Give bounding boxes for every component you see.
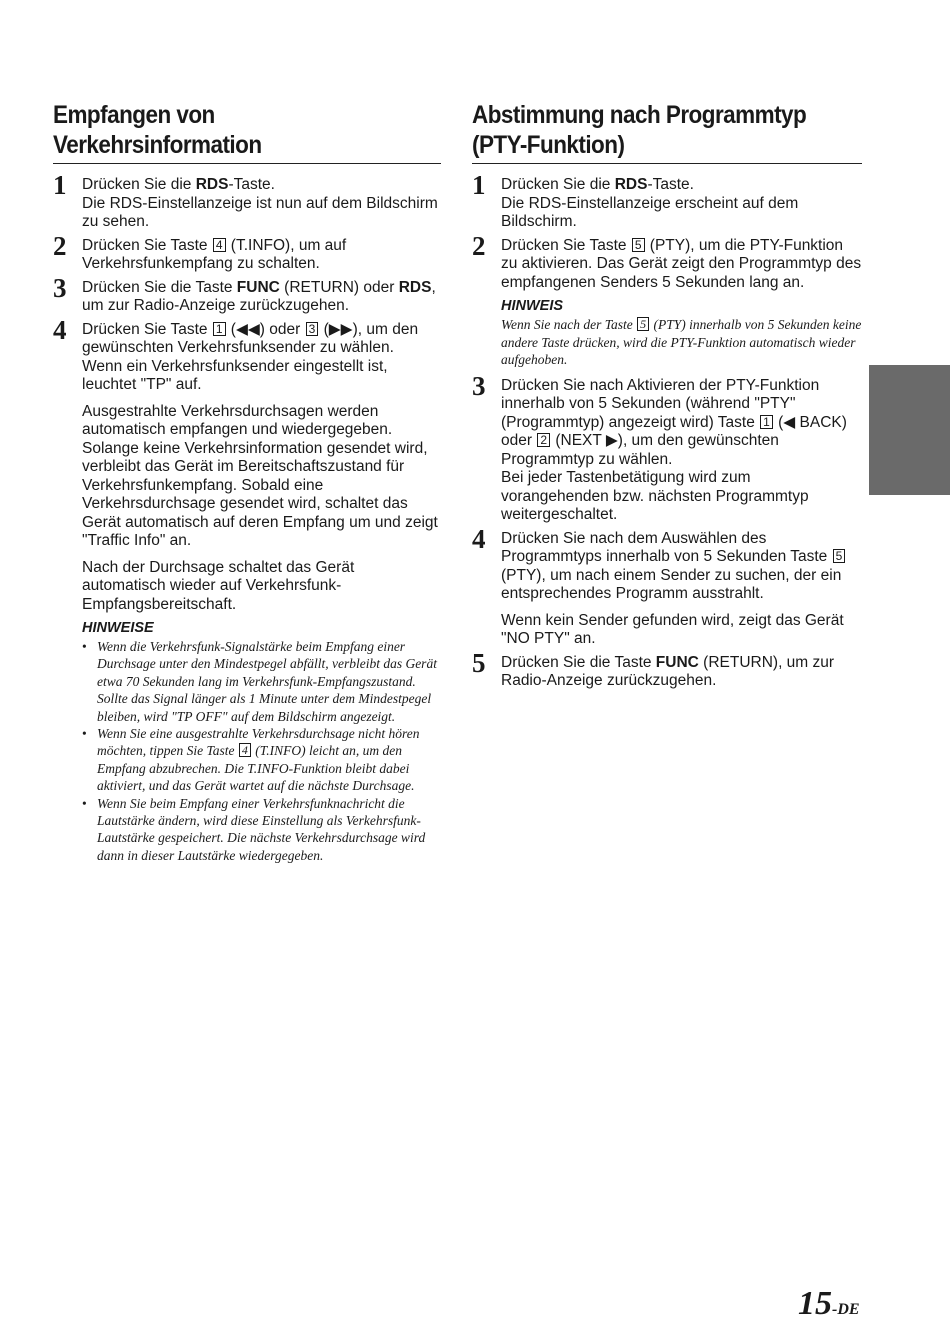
step-number: 5 — [472, 647, 486, 678]
key-box: 5 — [632, 238, 645, 252]
notes-list — [82, 638, 441, 864]
step-4: 4 Drücken Sie Taste 1 (◀◀) oder 3 (▶▶), um den gewünschten Verkehrsfunksender zu wählen. Wenn ein Verkehrsfunksender eingestellt ist, leuchtet "TP" auf. Ausgestrahlte Verkehrsdurchsagen werden automatisch empfangen und wiedergegeben. Solange keine Verkehrsinformation gesendet wird, verbleibt das Gerät im Bereitschaftszustand für Verkehrsfunkempfang. Sobald eine Verkehrsdurchsage gesendet wird, schaltet das Gerät automatisch auf deren Empfang um und zeigt "Traffic Info" an. Nach der Durchsage schaltet das Gerät automatisch wieder auf Verkehrsfunk-Empfangsbereitschaft. — [53, 314, 438, 613]
step-number: 3 — [472, 370, 486, 401]
step-5: 5 Drücken Sie die Taste FUNC (RETURN), um zur Radio-Anzeige zurückzugehen. — [472, 647, 835, 689]
note-item: • Wenn die Verkehrsfunk-Signalstärke beim Empfang einer Durchsage unter den Mindestpegel abfällt, verbleibt das Gerät etwa 70 Sekunden lang im Verkehrsfunk-Empfangszustand. Sollte das Signal länger als 1 Minute unter dem Mindestpegel bleiben, wird "TP OFF" auf dem Bildschirm angezeigt. — [82, 638, 441, 725]
step-number: 4 — [472, 523, 486, 554]
key-box: 4 — [213, 238, 226, 252]
step-3: 3 Drücken Sie nach Aktivieren der PTY-Funktion innerhalb von 5 Sekunden (während "PTY" (Programmtyp) angezeigt wird) Taste 1 (◀ BACK) oder 2 (NEXT ▶), um den gewünschten Programmtyp zu wählen. Bei jeder Tastenbetätigung wird zum vorangehenden bzw. nächsten Programmtyp weitergeschaltet. — [472, 370, 847, 523]
step-4: 4 Drücken Sie nach dem Auswählen des Programmtyps innerhalb von 5 Sekunden Taste 5 (PTY), um nach einem Sender zu suchen, der ein entsprechendes Programm ausstrahlt. Wenn kein Sender gefunden wird, zeigt das Gerät "NO PTY" an. — [472, 523, 844, 647]
section-side-tab — [869, 365, 950, 495]
key-box: 5 — [833, 549, 846, 563]
step-number: 4 — [53, 314, 67, 345]
key-box: 4 — [239, 743, 251, 757]
key-box: 1 — [760, 415, 773, 429]
key-box: 1 — [213, 322, 226, 336]
step-number: 2 — [472, 230, 486, 261]
step-1: 1 Drücken Sie die RDS-Taste. Die RDS-Einstellanzeige erscheint auf dem Bildschirm. — [472, 170, 799, 230]
note-item: • Wenn Sie beim Empfang einer Verkehrsfunknachricht die Lautstärke ändern, wird diese Einstellung als Verkehrsfunk-Lautstärke gespeichert. Die nächste Verkehrsdurchsage wird dann in dieser Lautstärke wiedergegeben. — [82, 795, 441, 865]
step-3: 3 Drücken Sie die Taste FUNC (RETURN) oder RDS, um zur Radio-Anzeige zurückzugehen. — [53, 272, 436, 314]
note-heading: HINWEIS — [501, 298, 564, 314]
key-box: 2 — [537, 433, 550, 447]
key-box: 5 — [637, 317, 649, 331]
key-box: 3 — [306, 322, 319, 336]
left-column — [53, 100, 441, 864]
step-2: 2 Drücken Sie Taste 5 (PTY), um die PTY-Funktion zu aktivieren. Das Gerät zeigt den Programmtyp des empfangenen Senders 5 Sekunden lang an. — [472, 230, 862, 291]
title-rule — [53, 163, 441, 164]
page-number: 15-DE — [798, 1285, 860, 1322]
step-2: 2 Drücken Sie Taste 4 (T.INFO), um auf Verkehrsfunkempfang zu schalten. — [53, 230, 347, 272]
notes-heading: HINWEISE — [82, 620, 154, 636]
section-title-traffic-info: Empfangen von Verkehrsinformation — [53, 101, 262, 159]
section-title-pty: Abstimmung nach Programmtyp (PTY-Funktion) — [472, 101, 807, 159]
step-number: 1 — [53, 170, 67, 200]
step-1: 1 Drücken Sie die RDS-Taste. Die RDS-Einstellanzeige ist nun auf dem Bildschirm zu sehen. — [53, 170, 438, 230]
step-number: 3 — [53, 272, 67, 303]
note-item: • Wenn Sie eine ausgestrahlte Verkehrsdurchsage nicht hören möchten, tippen Sie Taste 4 (T.INFO) leicht an, um den Empfang abzubrechen. Die T.INFO-Funktion bleibt dabei aktiviert, und das Gerät wartet auf die nächste Durchsage. — [82, 725, 441, 795]
right-column — [472, 100, 862, 696]
step-number: 1 — [472, 170, 486, 200]
note-text: Wenn Sie nach der Taste 5 (PTY) innerhalb von 5 Sekunden keine andere Taste drücken, wird die PTY-Funktion automatisch wieder aufgehoben. — [501, 317, 862, 367]
title-rule — [472, 163, 862, 164]
step-number: 2 — [53, 230, 67, 261]
